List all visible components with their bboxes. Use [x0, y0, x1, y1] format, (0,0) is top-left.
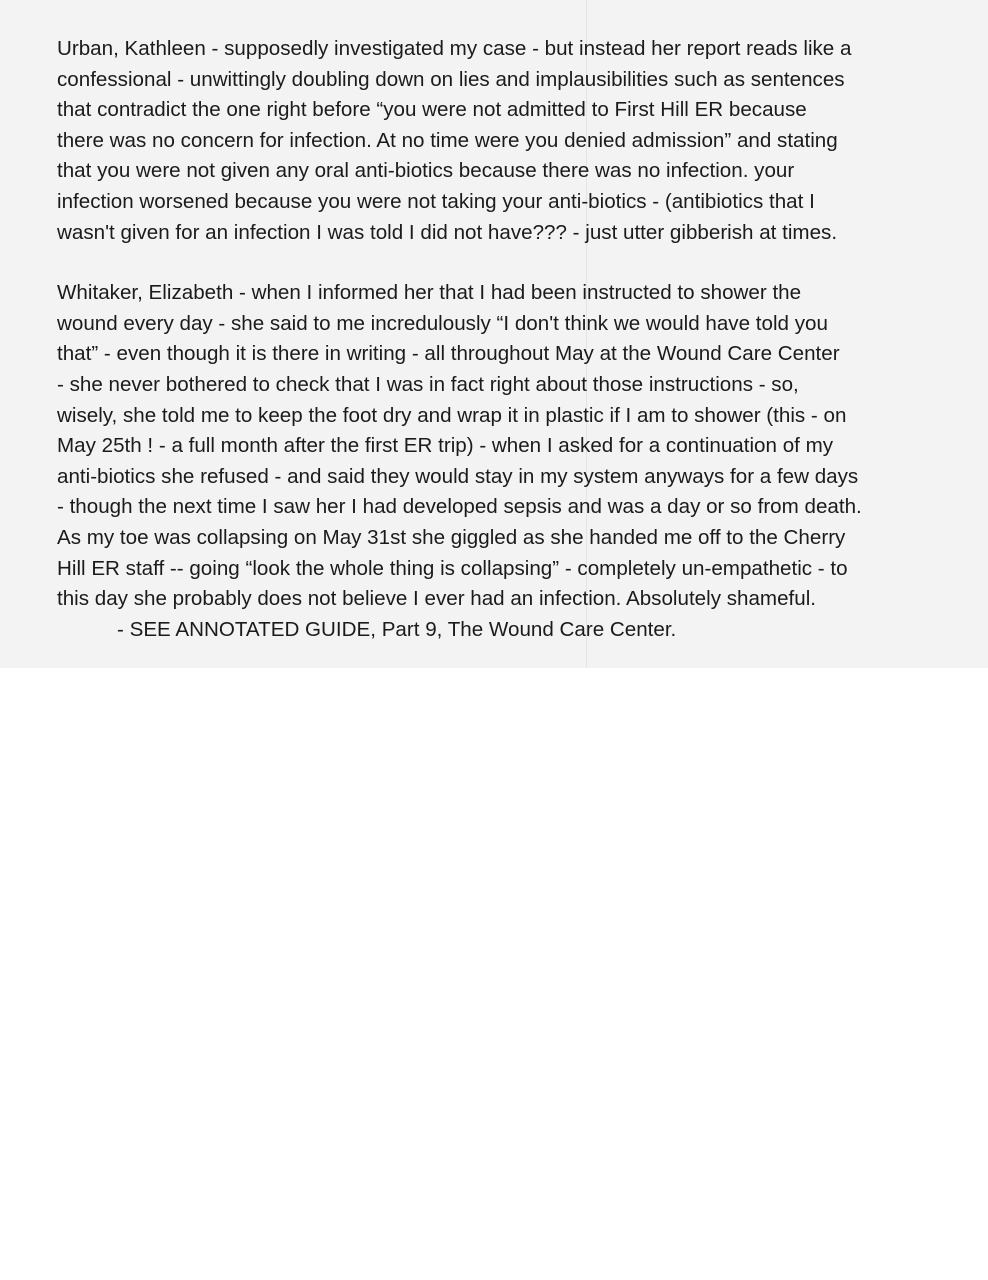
text-line: - she never bothered to check that I was in fact right about those instructions - so, [57, 372, 799, 396]
text-line: Whitaker, Elizabeth - when I informed her that I had been instructed to shower the [57, 281, 802, 305]
text-line: As my toe was collapsing on May 31st she giggled as she handed me off to the Cherry [57, 525, 846, 549]
paragraph-whitaker [57, 278, 952, 645]
paragraph-urban [57, 34, 952, 248]
text-line: that contradict the one right before “you were not admitted to First Hill ER because [57, 98, 807, 122]
text-line: anti-biotics she refused - and said they would stay in my system anyways for a few days [57, 464, 859, 488]
document-body [57, 34, 952, 675]
text-line: there was no concern for infection. At no time were you denied admission” and stating [57, 128, 838, 152]
text-line: that” - even though it is there in writing - all throughout May at the Wound Care Center [57, 342, 840, 366]
text-line: this day she probably does not believe I ever had an infection. Absolutely shameful. [57, 587, 817, 611]
text-line: wisely, she told me to keep the foot dry and wrap it in plastic if I am to shower (this - on [57, 403, 847, 427]
text-line: that you were not given any oral anti-biotics because there was no infection. your [57, 159, 795, 183]
text-line: - though the next time I saw her I had developed sepsis and was a day or so from death. [57, 495, 862, 519]
text-line: Hill ER staff -- going “look the whole thing is collapsing” - completely un-empathetic - to [57, 556, 848, 580]
text-line: wound every day - she said to me incredulously “I don't think we would have told you [57, 311, 828, 335]
text-line: wasn't given for an infection I was told I did not have??? - just utter gibberish at times. [57, 220, 838, 244]
text-line: infection worsened because you were not taking your anti-biotics - (antibiotics that I [57, 189, 815, 213]
text-line: Urban, Kathleen - supposedly investigated my case - but instead her report reads like a [57, 37, 852, 60]
text-line: confessional - unwittingly doubling down on lies and implausibilities such as sentences [57, 67, 845, 91]
text-line: May 25th ! - a full month after the first ER trip) - when I asked for a continuation of my [57, 434, 834, 458]
annotated-guide-reference: - SEE ANNOTATED GUIDE, Part 9, The Wound Care Center. [117, 617, 677, 641]
